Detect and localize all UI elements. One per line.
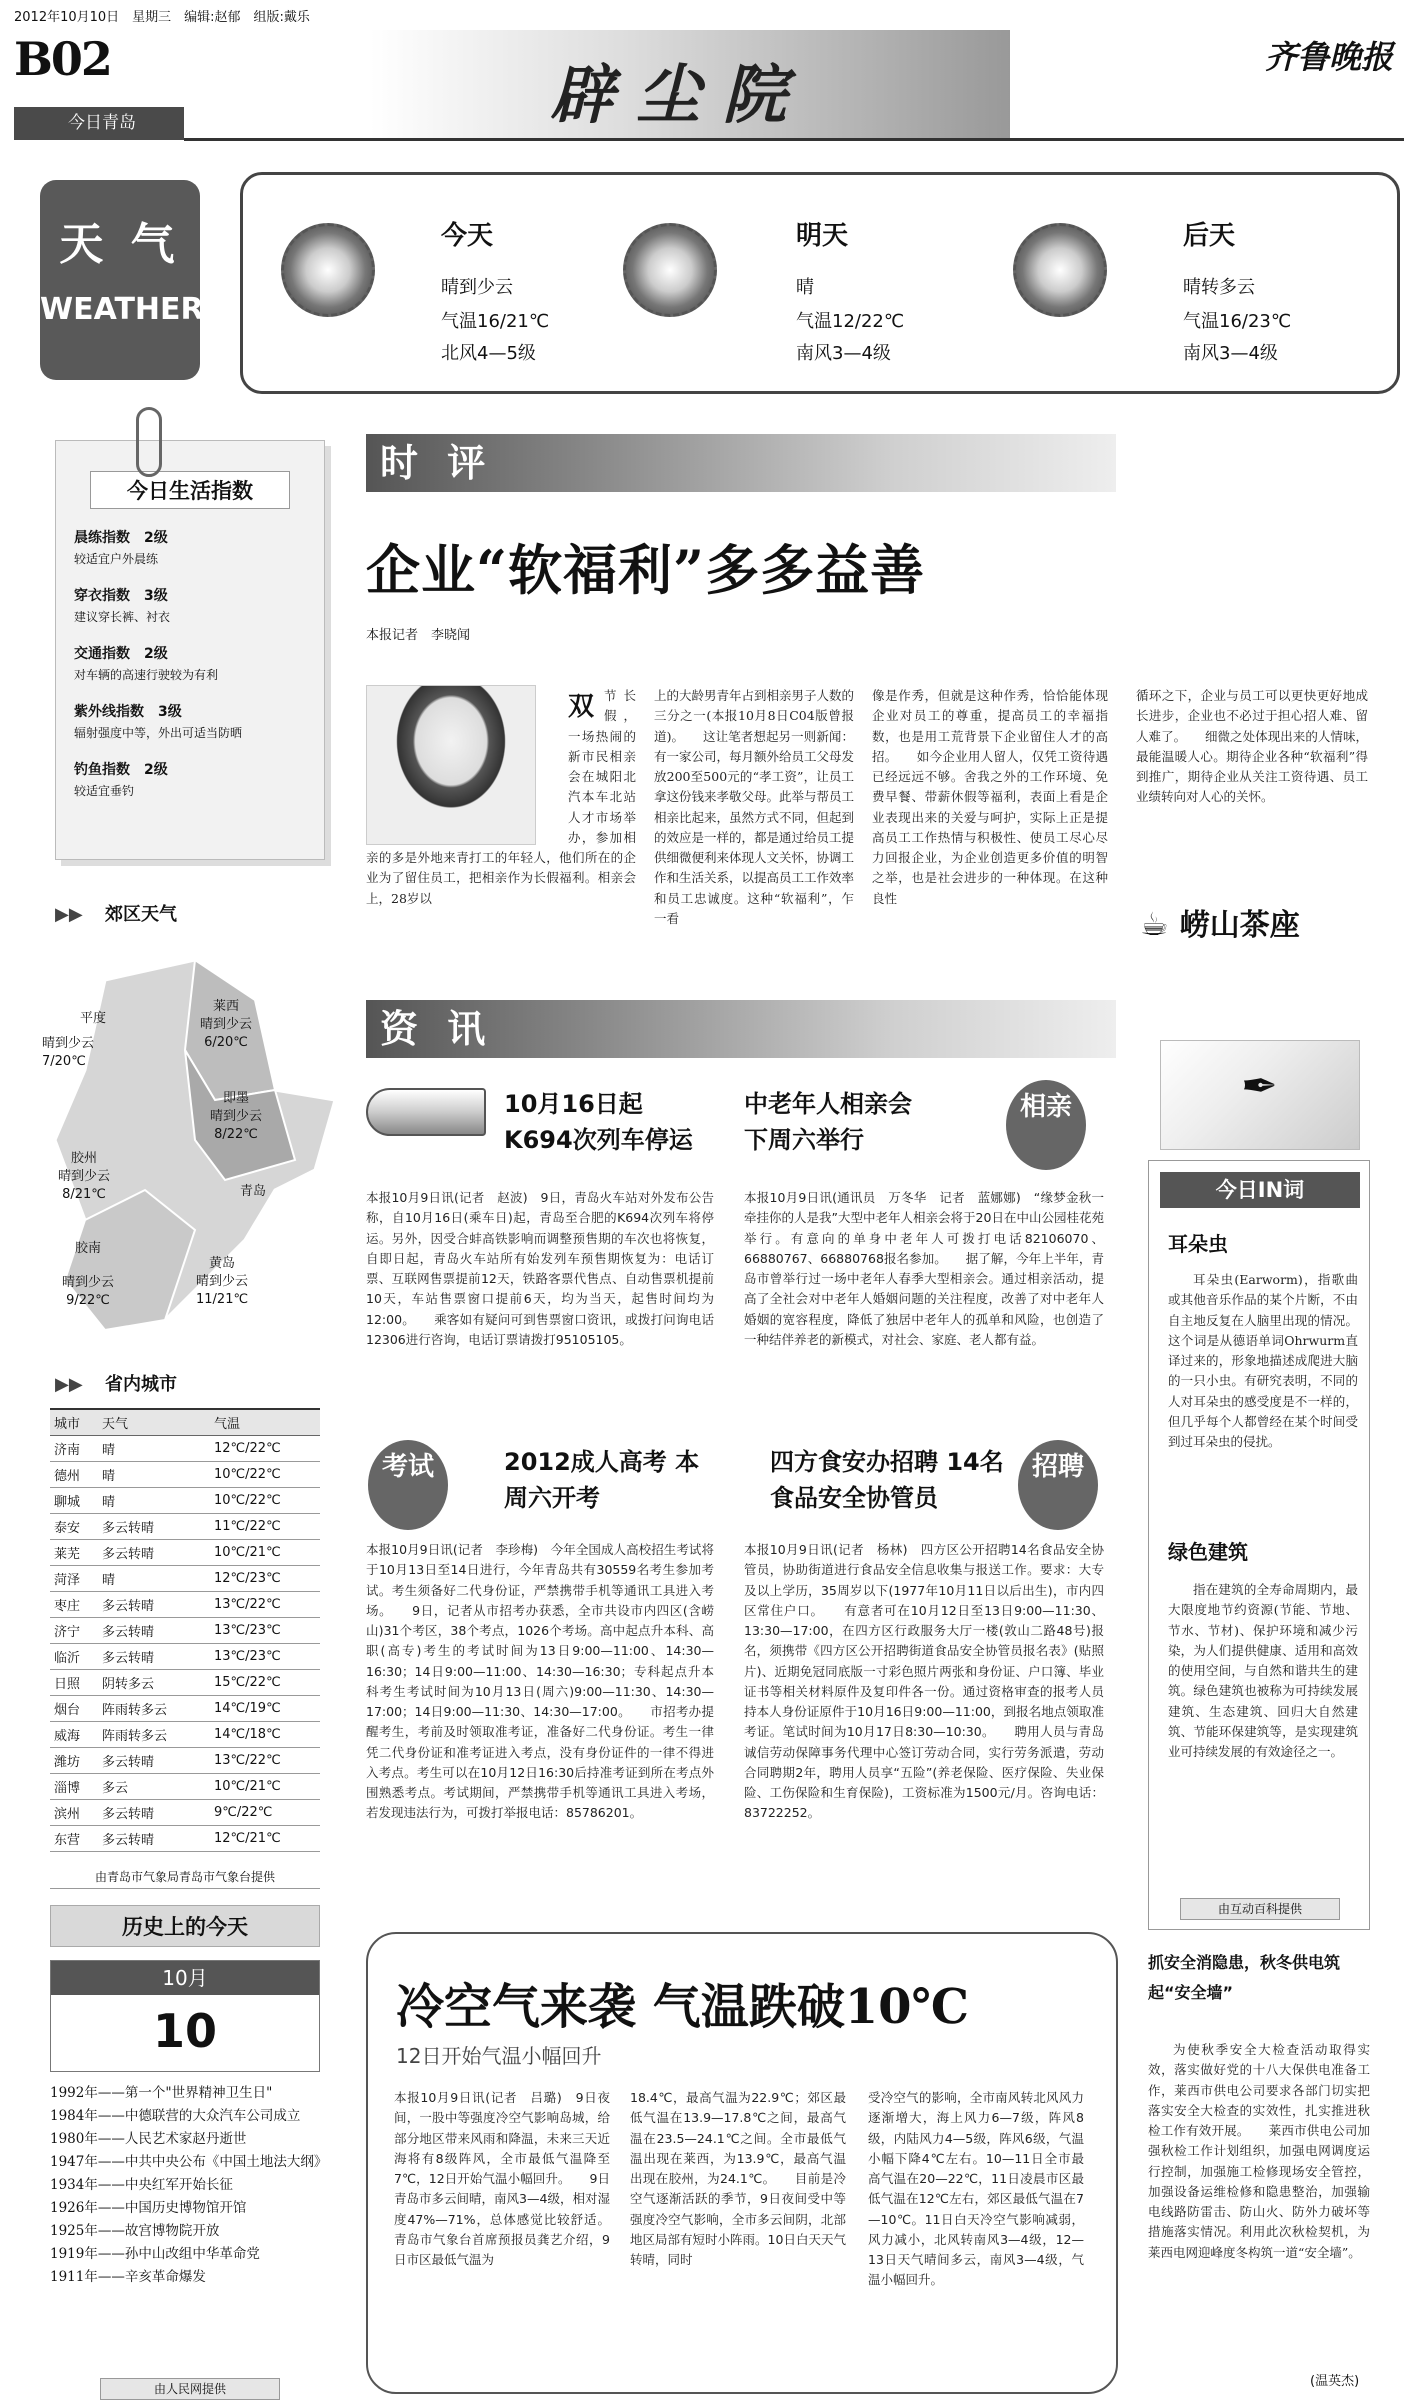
news-tag-exam: 考试 (368, 1440, 448, 1530)
column-logo-text: 崂山茶座 (1179, 908, 1300, 943)
table-cell: 多云转晴 (98, 1747, 210, 1773)
weather-label-box (40, 180, 204, 380)
table-cell: 济宁 (50, 1617, 98, 1643)
table-row (50, 1695, 320, 1721)
suburb-qingdao (240, 1180, 266, 1199)
place-temp: 6/20℃ (204, 1035, 248, 1050)
place-name: 即墨 (223, 1091, 250, 1106)
col-header: 气温 (210, 1409, 320, 1435)
place-desc: 晴到少云 (210, 1109, 263, 1124)
table-row (50, 1435, 320, 1461)
place-name: 平度 (80, 1011, 107, 1026)
day-temp: 气温16/21℃ (441, 311, 550, 332)
province-heading (55, 1370, 177, 1396)
table-cell: 威海 (50, 1721, 98, 1747)
table-cell: 14℃/19℃ (210, 1695, 320, 1721)
table-cell: 13℃/23℃ (210, 1643, 320, 1669)
table-cell: 13℃/22℃ (210, 1591, 320, 1617)
index-name: 穿衣指数 3级 (74, 588, 168, 604)
section-title: 资 讯 (380, 1006, 494, 1051)
day-wind: 南风3—4级 (796, 343, 891, 364)
table-cell: 12℃/23℃ (210, 1565, 320, 1591)
feature-headline: 冷空气来袭 气温跌破10℃ (396, 1979, 970, 2035)
table-row (50, 1643, 320, 1669)
place-name: 莱西 (213, 999, 240, 1014)
weather-day-tomorrow (613, 215, 973, 365)
side-news-body: 为使秋季安全大检查活动取得实效，落实做好党的十八大保供电准备工作，莱西市供电公司要求各部门切实把落实安全大检查的实效性，扎实推进秋检工作有效开展。 莱西市供电公司加强秋检工作计划组织，加强电网调度运行控制，加强施工检修现场安全管控，加强设备运维检修和隐患整治，加强输电线路防雷击、防山火、防外力破坏等措施落实情况。利用此次秋检契机，为莱西电网迎峰度冬构筑一道“安全墙”。 (1148, 2042, 1370, 2260)
news-body-train: 本报10月9日讯(记者 赵波) 9日，青岛火车站对外发布公告称，自10月16日(乘车日)起，青岛至合肥的K694次列车将停运。另外，因受合蚌高铁影响而调整预售期的车次也将恢复，自即日起，青岛火车站所有始发列车预售期恢复为：电话订票、互联网售票提前12天，铁路客票代售点、自动售票机提前10天，车站售票窗口提前6天，均为当天，起售时间均为12:00。 乘客如有疑问可到售票窗口资讯，或拨打问询电话12306进行咨询，电话订票请拨打95105105。 (366, 1190, 714, 1347)
inword-title: 今日IN词 (1160, 1172, 1360, 1208)
table-header-row (50, 1409, 320, 1435)
feature-col2: 18.4℃，最高气温为22.9℃；郊区最低气温在13.9—17.8℃之间，最高气温在23.5—24.1℃之间。全市最低气温出现在莱西，为13.9℃，最高气温出现在胶州，为24.1℃。 目前是冷空气逐渐活跃的季节，9日夜间受中等强度冷空气影响，全市多云间阴，北部地区局部有短时小阵雨。10日白天天气转晴，同时 (630, 2090, 846, 2267)
history-item: 1911年——辛亥革命爆发 (50, 2269, 206, 2285)
news-body-hiring: 本报10月9日讯(记者 杨林) 四方区公开招聘14名食品安全协管员，协助街道进行食品安全信息收集与报送工作。要求：大专及以上学历，35周岁以下(1977年10月11日以后出生)，市内四区常住户口。 有意者可在10月12日至13日9:00—11:30、13:30—17:00，在四方区行政服务大厅一楼(敦山二路48号)报名，须携带《四方区公开招聘街道食品安全协管员报名表》(贴照片)、近期免冠同底版一寸彩色照片两张和身份证、户口簿、毕业证书等相关材料原件及复印件各一份。通过资格审查的报考人员持本人身份证原件于10月16日9:00—11:00，到报名地点领取准考证。笔试时间为10月17日8:30—10:30。 聘用人员与青岛诚信劳动保障事务代理中心签订劳动合同，实行劳务派遣，劳动合同聘期2年，聘用人员享“五险”(养老保险、医疗保险、失业保险、工伤保险和生育保险)，工资标准为1500元/月。咨询电话：83722252。 (744, 1542, 1104, 1821)
table-cell: 10℃/22℃ (210, 1461, 320, 1487)
place-name: 青岛 (240, 1184, 267, 1199)
section-tab (14, 107, 184, 140)
table-cell: 晴 (98, 1487, 210, 1513)
commentary-col4: 循环之下，企业与员工可以更快更好地成长进步，企业也不必过于担心招人难、留人难了。 细微之处体现出来的人情味，最能温暖人心。期待企业各种“软福利”得到推广，期待企业从关注工资待遇、员工业绩转向对人心的关怀。 (1136, 688, 1368, 805)
day-desc: 晴到少云 (441, 277, 513, 298)
history-item: 1980年——人民艺术家赵丹逝世 (50, 2131, 247, 2147)
section-title: 时 评 (380, 440, 494, 485)
place-desc: 晴到少云 (42, 1036, 95, 1051)
table-cell: 多云转晴 (98, 1591, 210, 1617)
table-cell: 11℃/22℃ (210, 1513, 320, 1539)
history-item: 1947年——中共中央公布《中国土地法大纲》 (50, 2154, 328, 2170)
history-item: 1926年——中国历史博物馆开馆 (50, 2200, 247, 2216)
life-index-item (74, 759, 324, 799)
suburb-pingdu (80, 1010, 106, 1028)
suburb-jiaonan (62, 1240, 114, 1310)
commentary-col2: 上的大龄男青年占到相亲男子人数的三分之一(本报10月8日C04版曾报道)。 这让笔者想起另一则新闻：有一家公司，每月额外给员工父母发放200至500元的“孝工资”，让员工拿这份钱来孝敬父母。此举与帮员工相亲比起来，虽然方式不同，但起到的效应是一样的，都是通过给员工提供细微便利来体现人文关怀，协调工作和生活关系，以提高员工工作效率和员工忠诚度。这种“软福利”，乍一看 (654, 688, 854, 926)
day-temp: 气温12/22℃ (796, 311, 905, 332)
sun-icon (1013, 223, 1107, 317)
province-title: 省内城市 (104, 1374, 177, 1395)
commentary-col1 (366, 686, 636, 956)
table-cell: 东营 (50, 1825, 98, 1851)
news-tag-hiring: 招聘 (1018, 1440, 1098, 1530)
life-index-item (74, 527, 324, 567)
suburb-heading (55, 900, 177, 926)
sun-icon (623, 223, 717, 317)
table-cell: 临沂 (50, 1643, 98, 1669)
news-title-matchmaking: 中老年人相亲会 下周六举行 (744, 1090, 912, 1154)
index-note: 对车辆的高速行驶较为有利 (74, 668, 219, 682)
weather-forecast-box (240, 172, 1400, 394)
place-temp: 8/21℃ (62, 1187, 106, 1202)
table-row (50, 1669, 320, 1695)
weather-label-cn: 天 气 (59, 219, 181, 270)
col-header: 城市 (50, 1409, 98, 1435)
feature-col3: 受冷空气的影响，全市南风转北风风力逐渐增大，海上风力6—7级，阵风8级，内陆风力4—5级，阵风6级，气温小幅下降4℃左右。10—11日全市最高气温在20—22℃，11日凌晨市区最低气温在12℃左右，郊区最低气温在7—10℃。11日白天冷空气影响减弱，风力减小，北风转南风3—4级，12—13日天气晴间多云，南风3—4级，气温小幅回升。 (868, 2090, 1084, 2288)
inword-term-1: 耳朵虫 (1168, 1232, 1228, 1256)
place-desc: 晴到少云 (200, 1017, 253, 1032)
index-note: 较适宜垂钓 (74, 784, 135, 798)
day-desc: 晴转多云 (1183, 277, 1255, 298)
paperclip-icon (136, 407, 162, 477)
table-cell: 枣庄 (50, 1591, 98, 1617)
table-cell: 晴 (98, 1461, 210, 1487)
table-cell: 聊城 (50, 1487, 98, 1513)
arrow-icon: ▶▶ (55, 1374, 83, 1395)
news-section-bar (366, 1000, 1116, 1058)
table-cell: 阵雨转多云 (98, 1721, 210, 1747)
table-cell: 14℃/18℃ (210, 1721, 320, 1747)
inword-term-2: 绿色建筑 (1168, 1540, 1248, 1564)
table-cell: 13℃/23℃ (210, 1617, 320, 1643)
day-wind: 北风4—5级 (441, 343, 536, 364)
masthead-art (370, 30, 1010, 140)
table-cell: 菏泽 (50, 1565, 98, 1591)
place-temp: 11/21℃ (196, 1292, 249, 1307)
life-index-title: 今日生活指数 (90, 471, 290, 509)
table-cell: 烟台 (50, 1695, 98, 1721)
news-body-matchmaking: 本报10月9日讯(通讯员 万冬华 记者 蓝娜娜) “缘梦金秋一牵挂你的人是我”大型中老年人相亲会将于20日在中山公园桂花苑举行。有意向的单身中老年人可拨打电话82106070、66880767、66880768报名参加。 据了解，今年上半年，青岛市曾举行过一场中老年人春季大型相亲会。通过相亲活动，提高了全社会对中老年人婚姻问题的关注程度，改善了对中老年人婚姻的宽容程度，降低了独居中老年人的孤单和风险，也创造了一种结伴养老的新模式，对社会、家庭、老人都有益。 (744, 1190, 1104, 1347)
history-source: 由人民网提供 (100, 2378, 280, 2400)
table-row (50, 1513, 320, 1539)
side-news-title: 抓安全消隐患，秋冬供电筑起“安全墙” (1148, 1953, 1341, 2002)
place-temp: 7/20℃ (42, 1054, 86, 1069)
news-tag-matchmaking: 相亲 (1006, 1080, 1086, 1170)
table-cell: 多云转晴 (98, 1799, 210, 1825)
table-cell: 晴 (98, 1565, 210, 1591)
table-row (50, 1617, 320, 1643)
table-row (50, 1773, 320, 1799)
commentary-headline: 企业“软福利”多多益善 (366, 538, 926, 602)
calendar-day: 10 (152, 2004, 217, 2058)
table-cell: 多云 (98, 1773, 210, 1799)
table-row (50, 1487, 320, 1513)
table-row (50, 1539, 320, 1565)
table-row (50, 1747, 320, 1773)
page-number: B02 (14, 32, 111, 86)
history-item: 1992年——第一个"世界精神卫生日" (50, 2085, 273, 2101)
history-item: 1919年——孙中山改组中华革命党 (50, 2246, 260, 2262)
suburb-jiaozhou (58, 1150, 110, 1204)
table-cell: 15℃/22℃ (210, 1669, 320, 1695)
table-cell: 10℃/22℃ (210, 1487, 320, 1513)
place-name: 胶州 (71, 1151, 98, 1166)
table-row (50, 1565, 320, 1591)
table-row (50, 1591, 320, 1617)
weather-day-after (1003, 215, 1383, 365)
suburb-title: 郊区天气 (104, 904, 177, 925)
table-cell: 多云转晴 (98, 1539, 210, 1565)
day-name: 后天 (1183, 221, 1236, 251)
news-title-exam: 2012成人高考 本周六开考 (504, 1448, 700, 1512)
date-line: 2012年10月10日 星期三 编辑:赵郁 组版:戴乐 (14, 10, 310, 25)
place-desc: 晴到少云 (62, 1275, 115, 1290)
table-cell: 多云转晴 (98, 1617, 210, 1643)
masthead-title: 辟 尘 院 (550, 58, 787, 133)
calendar-page (50, 1960, 320, 2072)
newspaper-logo: 齐鲁晚报 (1265, 38, 1394, 76)
commentary-section-bar (366, 434, 1116, 492)
table-cell: 泰安 (50, 1513, 98, 1539)
side-news-byline: (温英杰) (1310, 2374, 1360, 2389)
history-list (50, 2082, 330, 2289)
life-index-panel (55, 440, 325, 860)
feature-subhead: 12日开始气温小幅回升 (396, 2044, 602, 2068)
table-cell: 10℃/21℃ (210, 1773, 320, 1799)
col-header: 天气 (98, 1409, 210, 1435)
day-name: 明天 (796, 221, 849, 251)
life-index-item (74, 643, 324, 683)
history-item: 1925年——故宫博物院开放 (50, 2223, 220, 2239)
column-logo (1140, 900, 1370, 960)
news-title-train: 10月16日起 K694次列车停运 (504, 1090, 693, 1154)
table-cell: 9℃/22℃ (210, 1799, 320, 1825)
table-cell: 莱芜 (50, 1539, 98, 1565)
place-desc: 晴到少云 (58, 1169, 111, 1184)
table-cell: 多云转晴 (98, 1643, 210, 1669)
pen-icon: ✒ (1241, 1061, 1278, 1112)
place-name: 胶南 (75, 1241, 102, 1256)
history-title-box (50, 1905, 320, 1947)
table-cell: 德州 (50, 1461, 98, 1487)
table-row (50, 1825, 320, 1851)
table-cell: 12℃/21℃ (210, 1825, 320, 1851)
day-temp: 气温16/23℃ (1183, 311, 1292, 332)
news-body-exam: 本报10月9日讯(记者 李珍梅) 今年全国成人高校招生考试将于10月13日至14日进行，今年青岛共有30559名考生参加考试。考生须备好二代身份证，严禁携带手机等通讯工具进入考场。 9日，记者从市招考办获悉，全市共设市内四区(含崂山)31个考区，38个考点，1026个考场。高中起点升本科、高职(高专)考生的考试时间为13日9:00—11:00、14:30—16:30；14日9:00—11:00、14:30—16:30；专科起点升本科考生考试时间为10月13日(周六)9:00—11:30、14:30—17:00；14日9:00—11:30、14:30—17:00。 市招考办提醒考生，考前及时领取准考证，准备好二代身份证。考生一律凭二代身份证和准考证进入考点，没有身份证件的一律不得进入考点。考生可以在10月12日16:30后持准考证到所在考点外围熟悉考点。考试期间，严禁携带手机等通讯工具进入考场，若发现违法行为，可拨打举报电话：85786201。 (366, 1542, 714, 1821)
suburb-laixi (200, 998, 252, 1052)
calendar-month: 10月 (51, 1961, 319, 1995)
text-col1: 节长假，一场热闹的新市民相亲会在城阳北汽本车北站人才市场举办，参加相亲的多是外地来青打工的年轻人，他们所在的企业为了留住员工，把相亲作为长假福利。相亲会上，28岁以 (366, 688, 636, 906)
table-row (50, 1721, 320, 1747)
news-title-hiring: 四方食安办招聘 14名食品安全协管员 (770, 1448, 1004, 1512)
place-temp: 8/22℃ (214, 1127, 258, 1142)
table-cell: 多云转晴 (98, 1825, 210, 1851)
teacup-icon: ☕ (1140, 905, 1169, 943)
table-row (50, 1799, 320, 1825)
inword-body-2: 指在建筑的全寿命周期内，最大限度地节约资源(节能、节地、节水、节材)、保护环境和减少污染，为人们提供健康、适用和高效的使用空间，与自然和谐共生的建筑。绿色建筑也被称为可持续发展建筑、生态建筑、回归大自然建筑、节能环保建筑等，是实现建筑业可持续发展的有效途径之一。 (1168, 1582, 1358, 1759)
section-label: 今日青岛 (68, 113, 136, 133)
place-name: 黄岛 (209, 1256, 236, 1271)
weather-label-en: WEATHER (40, 292, 204, 327)
table-cell: 阴转多云 (98, 1669, 210, 1695)
table-cell: 13℃/22℃ (210, 1747, 320, 1773)
table-cell: 多云转晴 (98, 1513, 210, 1539)
day-desc: 晴 (796, 277, 814, 298)
table-cell: 阵雨转多云 (98, 1695, 210, 1721)
suburb-huangdao (196, 1255, 248, 1309)
history-item: 1934年——中央红军开始长征 (50, 2177, 233, 2193)
table-cell: 晴 (98, 1435, 210, 1461)
sun-icon (281, 223, 375, 317)
inword-body-1: 耳朵虫(Earworm)，指歌曲或其他音乐作品的某个片断，不由自主地反复在人脑里出现的情况。这个词是从德语单词Ohrwurm直译过来的，形象地描述成爬进大脑的一只小虫。有研究表明，不同的人对耳朵虫的感受度是不一样的，但几乎每个人都曾经在某个时间受到过耳朵虫的侵扰。 (1168, 1272, 1358, 1449)
place-temp: 9/22℃ (66, 1293, 110, 1308)
commentary-byline: 本报记者 李晓闻 (366, 628, 471, 643)
table-cell: 滨州 (50, 1799, 98, 1825)
suburb-jimo (210, 1090, 262, 1144)
history-item: 1984年——中德联营的大众汽车公司成立 (50, 2108, 301, 2124)
life-index-item (74, 701, 324, 741)
arrow-icon: ▶▶ (55, 904, 83, 925)
index-name: 钓鱼指数 2级 (74, 762, 168, 778)
history-title: 历史上的今天 (122, 1915, 248, 1939)
province-source: 由青岛市气象局青岛市气象台提供 (50, 1868, 320, 1889)
table-row (50, 1461, 320, 1487)
day-wind: 南风3—4级 (1183, 343, 1278, 364)
index-name: 紫外线指数 3级 (74, 704, 182, 720)
header-rule (184, 138, 1404, 141)
life-index-item (74, 585, 324, 625)
index-note: 辐射强度中等，外出可适当防晒 (74, 726, 243, 740)
table-cell: 10℃/21℃ (210, 1539, 320, 1565)
day-name: 今天 (441, 221, 494, 251)
table-cell: 潍坊 (50, 1747, 98, 1773)
place-desc: 晴到少云 (196, 1274, 249, 1289)
index-note: 较适宜户外晨练 (74, 552, 159, 566)
table-cell: 淄博 (50, 1773, 98, 1799)
index-note: 建议穿长裤、衬衣 (74, 610, 171, 624)
pen-illustration (1160, 1040, 1360, 1150)
weather-day-today (271, 215, 631, 365)
train-icon (366, 1088, 486, 1136)
index-name: 晨练指数 2级 (74, 530, 168, 546)
inword-source: 由互动百科提供 (1180, 1898, 1340, 1920)
table-cell: 12℃/22℃ (210, 1435, 320, 1461)
feature-col1: 本报10月9日讯(记者 吕璐) 9日夜间，一股中等强度冷空气影响岛城，给部分地区带来风雨和降温，未来三天近海将有8级阵风，全市最低气温降至7℃，12日开始气温小幅回升。 9日青岛市多云间晴，南风3—4级，相对湿度47%—71%，总体感觉比较舒适。青岛市气象台首席预报员龚艺介绍，9日市区最低气温为 (394, 2090, 610, 2267)
table-cell: 日照 (50, 1669, 98, 1695)
province-table (50, 1408, 320, 1852)
table-cell: 济南 (50, 1435, 98, 1461)
lead-char: 双 (568, 692, 595, 722)
index-name: 交通指数 2级 (74, 646, 168, 662)
commentary-col3: 像是作秀，但就是这种作秀，恰恰能体现企业对员工的尊重，提高员工的幸福指数，也是用工荒背景下企业留住人才的高招。 如今企业用人留人，仅凭工资待遇已经远远不够。舍我之外的工作环境、免费早餐、带薪休假等福利，表面上看是企业表现出来的关爱与呵护，实际上正是提高员工工作热情与积极性、使员工尽心尽力回报企业，为企业创造更多价值的明智之举，也是社会进步的一种体现。在这种良性 (872, 688, 1108, 906)
suburb-pingdu-info (42, 1035, 94, 1071)
